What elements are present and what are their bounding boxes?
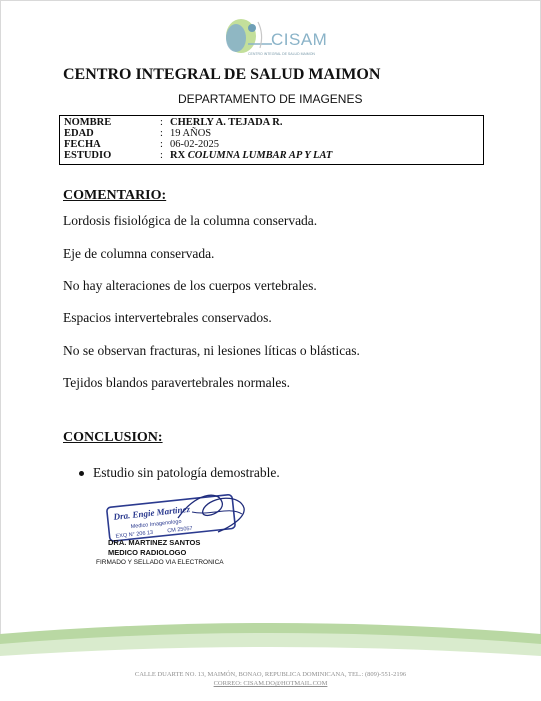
doctor-title: MEDICO RADIOLOGO xyxy=(108,548,187,557)
name-colon: : xyxy=(160,117,163,128)
doctor-signature-block xyxy=(108,538,200,558)
name-value: CHERLY A. TEJADA R. xyxy=(170,117,283,128)
study-prefix: RX xyxy=(170,150,186,161)
signature-note: FIRMADO Y SELLADO VIA ELECTRONICA xyxy=(96,559,224,566)
footer-wave xyxy=(0,620,541,701)
logo-subtext: CENTRO INTEGRAL DE SALUD MAIMON xyxy=(248,52,315,56)
date-value: 06-02-2025 xyxy=(170,139,219,150)
age-colon: : xyxy=(160,128,163,139)
comentario-line: No hay alteraciones de los cuerpos vertebrales. xyxy=(63,278,317,293)
comentario-line: Tejidos blandos paravertebrales normales. xyxy=(63,375,290,390)
conclusion-title: CONCLUSION: xyxy=(63,430,163,445)
stamp-exq: EXQ N° 206 13 xyxy=(115,529,154,540)
comentario-line: Espacios intervertebrales conservados. xyxy=(63,310,272,325)
doctor-name: DRA. MARTINEZ SANTOS xyxy=(108,538,201,547)
signature-stamp xyxy=(100,488,250,544)
comentario-title: COMENTARIO: xyxy=(63,188,167,203)
comentario-line: No se observan fracturas, ni lesiones líticas o blásticas. xyxy=(63,343,360,358)
name-label: NOMBRE xyxy=(64,117,112,128)
stamp-title: Medico Imagenologo xyxy=(130,518,182,531)
logo-text: CISAM xyxy=(271,30,328,49)
date-colon: : xyxy=(160,139,163,150)
comentario-line: Eje de columna conservada. xyxy=(63,246,215,261)
footer-address: CALLE DUARTE NO. 13, MAIMÓN, BONAO, REPUBLICA DOMINICANA, TEL.: (809)-551-2196 xyxy=(134,671,407,678)
study-label: ESTUDIO xyxy=(64,150,112,161)
stamp-cmd: CM 25057 xyxy=(167,525,193,535)
date-label: FECHA xyxy=(64,139,101,150)
bullet-icon xyxy=(79,471,84,476)
comentario-line: Lordosis fisiológica de la columna conservada. xyxy=(63,213,318,228)
patient-info-box xyxy=(59,115,484,165)
stamp-name: Dra. Engie Martinez xyxy=(113,503,191,522)
study-colon: : xyxy=(160,150,163,161)
study-value-wrap xyxy=(170,150,332,162)
age-label: EDAD xyxy=(64,128,94,139)
patient-study-row xyxy=(64,150,474,162)
age-value: 19 AÑOS xyxy=(170,128,212,139)
footer-email[interactable]: CORREO: CISAM.DO@HOTMAIL.COM xyxy=(213,680,328,687)
study-value: COLUMNA LUMBAR AP Y LAT xyxy=(187,150,333,161)
department-name: DEPARTAMENTO DE IMAGENES xyxy=(178,92,363,106)
clinic-name: CENTRO INTEGRAL DE SALUD MAIMON xyxy=(63,66,381,83)
conclusion-item-text: Estudio sin patología demostrable. xyxy=(93,465,280,480)
